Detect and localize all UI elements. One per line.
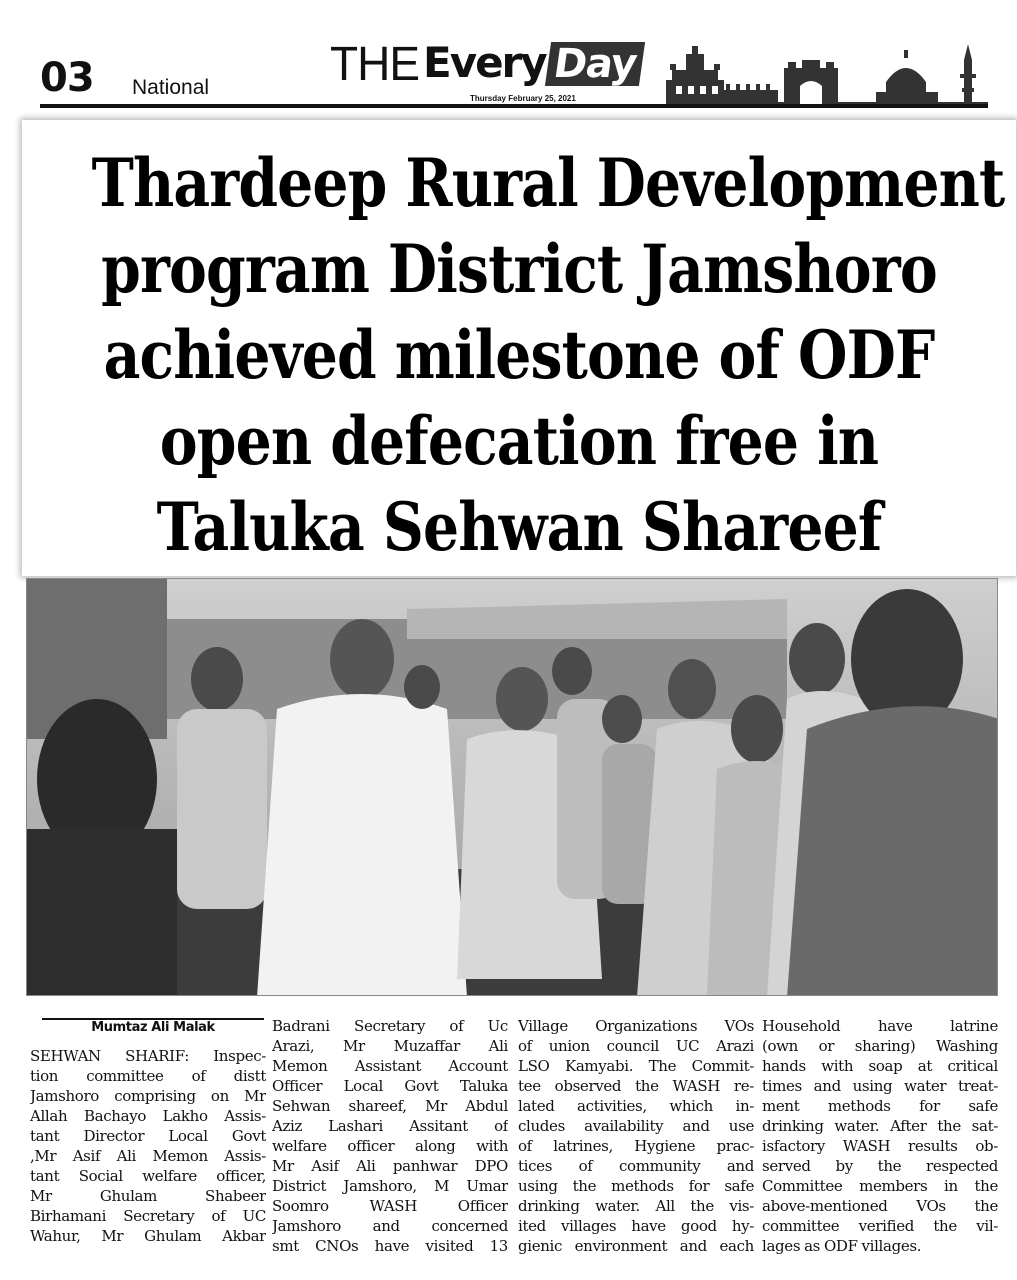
headline-line: open defecation free in xyxy=(159,402,879,480)
text-line: Soomro WASH Officer xyxy=(272,1197,508,1215)
article-column-4 xyxy=(762,1016,998,1256)
text-line: tion committee of distt xyxy=(30,1067,266,1085)
text-line: drinking water. After the sat- xyxy=(762,1117,998,1135)
section-label: National xyxy=(132,76,210,99)
article-column-1 xyxy=(30,1046,266,1246)
text-line: hands with soap at critical xyxy=(762,1057,998,1075)
text-line: drinking water. All the vis- xyxy=(518,1197,754,1215)
text-line: gienic environment and each xyxy=(518,1237,754,1255)
text-line: Jamshoro comprising on Mr xyxy=(30,1087,266,1105)
text-line: Birhamani Secretary of UC xyxy=(30,1207,266,1225)
logo-every: Every xyxy=(423,38,546,87)
text-line: Wahur, Mr Ghulam Akbar xyxy=(30,1227,266,1245)
page-number: 03 xyxy=(40,55,94,101)
news-photo xyxy=(26,578,998,996)
text-line: tices of community and xyxy=(518,1157,754,1175)
headline-line: Taluka Sehwan Shareef xyxy=(156,488,882,566)
text-line: Mr Asif Ali panhwar DPO xyxy=(272,1157,508,1175)
headline-box xyxy=(22,120,1016,576)
text-line: District Jamshoro, M Umar xyxy=(272,1177,508,1195)
text-line: isfactory WASH results ob- xyxy=(762,1137,998,1155)
text-line: ited villages have good hy- xyxy=(518,1217,754,1235)
text-line: (own or sharing) Washing xyxy=(762,1037,998,1055)
text-line: times and using water treat- xyxy=(762,1077,998,1095)
text-line: welfare officer along with xyxy=(272,1137,508,1155)
masthead-rule xyxy=(40,104,988,108)
text-line: Sehwan shareef, Mr Abdul xyxy=(272,1097,508,1115)
text-line: committee verified the vil- xyxy=(762,1217,998,1235)
headline-line: achieved milestone of ODF xyxy=(103,316,935,394)
text-line: Arazi, Mr Muzaffar Ali xyxy=(272,1037,508,1055)
issue-date: Thursday February 25, 2021 xyxy=(470,94,576,103)
headline-line: program District Jamshoro xyxy=(101,230,937,308)
byline: Mumtaz Ali Malak xyxy=(91,1020,215,1035)
article-column-3 xyxy=(518,1016,754,1256)
headline-line: Thardeep Rural Development xyxy=(91,144,1005,222)
text-line: Badrani Secretary of Uc xyxy=(272,1017,508,1035)
text-line: of latrines, Hygiene prac- xyxy=(518,1137,754,1155)
text-line: Committee members in the xyxy=(762,1177,998,1195)
text-line: tant Director Local Govt xyxy=(30,1127,266,1145)
text-line: Allah Bachayo Lakho Assis- xyxy=(30,1107,266,1125)
group-photo-image xyxy=(27,579,998,996)
text-line: above-mentioned VOs the xyxy=(762,1197,998,1215)
text-line: SEHWAN SHARIF: Inspec- xyxy=(30,1047,266,1065)
text-line: cludes availability and use xyxy=(518,1117,754,1135)
text-line: Jamshoro and concerned xyxy=(272,1217,508,1235)
text-line: served by the respected xyxy=(762,1157,998,1175)
text-line: smt CNOs have visited 13 xyxy=(272,1237,508,1255)
text-line: of union council UC Arazi xyxy=(518,1037,754,1055)
text-line: tant Social welfare officer, xyxy=(30,1167,266,1185)
text-line: using the methods for safe xyxy=(518,1177,754,1195)
newspaper-logo xyxy=(330,34,642,91)
text-line: Mr Ghulam Shabeer xyxy=(30,1187,266,1205)
logo-day: Day xyxy=(545,42,645,86)
text-line: lages as ODF villages. xyxy=(762,1237,922,1255)
text-line: Village Organizations VOs xyxy=(518,1017,754,1035)
text-line: lated activities, which in- xyxy=(518,1097,754,1115)
text-line: Aziz Lashari Assitant of xyxy=(272,1117,508,1135)
article-column-2 xyxy=(272,1016,508,1256)
text-line: ment methods for safe xyxy=(762,1097,998,1115)
text-line: Officer Local Govt Taluka xyxy=(272,1077,508,1095)
logo-the: THE xyxy=(330,35,419,91)
text-line: tee observed the WASH re- xyxy=(518,1077,754,1095)
text-line: Memon Assistant Account xyxy=(272,1057,508,1075)
text-line: LSO Kamyabi. The Commit- xyxy=(518,1057,754,1075)
text-line: ,Mr Asif Ali Memon Assis- xyxy=(30,1147,266,1165)
landmarks-skyline-icon xyxy=(666,40,988,106)
headline xyxy=(91,140,1005,570)
text-line: Household have latrine xyxy=(762,1017,998,1035)
